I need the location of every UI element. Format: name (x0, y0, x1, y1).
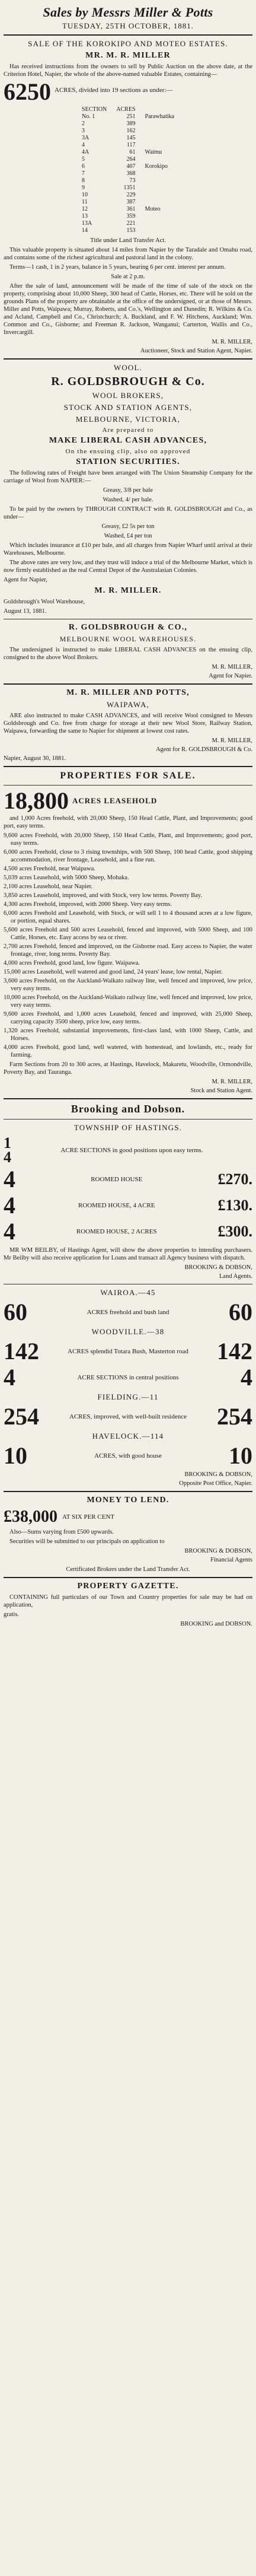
section-acres: 61 (129, 149, 136, 155)
section-number: 7 (82, 170, 85, 177)
properties-list (4, 832, 252, 1059)
ad2-price: £270. (217, 1171, 252, 1188)
brooking-ad3 (4, 1194, 252, 1217)
wool-agent-line: Agent for Napier, (4, 577, 47, 583)
property-listing: 10,000 acres Freehold, on the Auckland-Waikato railway line, well fenced and improved, low price, very easy terms. (4, 994, 252, 1009)
w4-right: 254 (217, 1403, 252, 1430)
ad4-text: ROOMED HOUSE, 2 ACRES (76, 1228, 157, 1235)
wool-agent-date: August 13, 1881. (4, 608, 47, 615)
properties-acres-big: 18,800 (4, 789, 69, 813)
wool-sign-name: M. R. MILLER, (212, 664, 252, 670)
wool-heading: WOOL. (113, 363, 143, 372)
brooking-sign2: BROOKING & DOBSON, (184, 1471, 252, 1478)
section-acres: 1351 (123, 185, 136, 191)
divider (4, 34, 252, 36)
waipawa-place: WAIPAWA, (107, 700, 149, 709)
korokipo-heading: SALE OF THE KOROKIPO AND MOTEO ESTATES. (28, 39, 228, 48)
section-acres: 368 (126, 170, 136, 177)
col-section-header: SECTION (82, 106, 107, 113)
wool-rate5: Washed, £4 per ton (104, 533, 152, 539)
waipawa-firm: M. R. MILLER AND POTTS, (66, 688, 190, 697)
section-acres: 117 (126, 142, 136, 148)
brooking-ad4 (4, 1220, 252, 1243)
wool-line1: WOOL BROKERS, (92, 391, 164, 400)
w1-text: ACRES freehold and bush land (87, 1309, 169, 1316)
section-row (77, 135, 179, 142)
section-row (77, 156, 179, 163)
waipawa-sign-date: Napier, August 30, 1881. (4, 755, 66, 762)
w1-right: 60 (229, 1299, 252, 1325)
section-number: 4 (82, 142, 85, 148)
divider (4, 766, 252, 767)
money-body: Also—Sums varying from £500 upwards. (9, 1529, 114, 1535)
section-row (77, 206, 179, 213)
brooking-sign1: BROOKING & DOBSON, (184, 1264, 252, 1271)
property-listing: 15,000 acres Leasehold, well watered and good land, 24 years' lease, low rental, Napier. (4, 969, 223, 975)
wool-firm2-sub: MELBOURNE WOOL WAREHOUSES. (59, 635, 197, 643)
section-acres: 251 (126, 113, 136, 120)
section-row (77, 199, 179, 206)
section-acres: 229 (126, 192, 136, 198)
divider (4, 683, 252, 685)
property-listing: 4,000 acres Freehold, good land, low figure. Waipawa. (4, 960, 140, 966)
w3-num: 4 (4, 1364, 15, 1391)
gazette-body2: gratis. (4, 1611, 19, 1618)
properties-acres-label: ACRES LEASEHOLD (72, 796, 158, 805)
korokipo-terms: Terms—1 cash, 1 in 2 years, balance in 5 years, bearing 6 per cent. interest per annum. (9, 264, 226, 271)
property-listing: 3,600 acres Freehold, on the Auckland-Waikato railway line, well fenced and improved, low price, very easy terms. (4, 978, 252, 992)
ad3-price: £130. (217, 1197, 252, 1214)
section-number: 13A (82, 220, 92, 227)
property-listing: 5,039 acres Leasehold, with 5000 Sheep, Mohaka. (4, 874, 129, 881)
wool-rates-note: The above rates are very low, and they trust will induce a trial of the Melbourne Market, which is now firmly established as the real Central Depot of the Australasian Colonies. (4, 559, 252, 574)
section-locality (140, 192, 179, 199)
section-number: 6 (82, 163, 85, 170)
section-row (77, 113, 179, 120)
section-locality (140, 128, 179, 135)
section-locality (140, 142, 179, 149)
korokipo-total (4, 80, 252, 104)
wool-line5: MAKE LIBERAL CASH ADVANCES, (49, 436, 207, 445)
money-amount-text: AT SIX PER CENT (62, 1513, 115, 1521)
brooking-ad1 (4, 1136, 252, 1165)
property-listing: 9,600 acres Freehold, with 20,000 Sheep, 150 Head Cattle, Plant, and Improvements; good port, easy terms. (4, 832, 252, 847)
wool-rate6: Which includes insurance at £10 per bale, and all charges from Napier Wharf until arrival at their Warehouses, Melbourne. (4, 542, 252, 556)
section-number: 11 (82, 199, 88, 205)
section-locality (140, 156, 179, 163)
property-listing: 5,600 acres Freehold and 500 acres Leasehold, fenced and improved, with 5000 Sheep, and 100 Cattle, Horses, etc. Easy access by sea or river. (4, 927, 252, 941)
money-amount: £38,000 (4, 1508, 57, 1526)
wool-undersigned: The undersigned is instructed to make LIBERAL CASH ADVANCES on the ensuing clip, consigned to the above Wool Brokers. (4, 647, 252, 661)
wool-rate3: To be paid by the owners by THROUGH CONTRACT with R. GOLDSBROUGH and Co., as under— (4, 506, 252, 520)
section-row (77, 227, 179, 234)
korokipo-after-sale: After the sale of land, announcement will be made of the time of sale of the stock on the property, comprising about 10,000 Sheep, 300 head of Cattle, Horses, etc. There will be sold on the grounds Plans of the property are obtainable at the office of the undersigned, or at those of Messrs. Miller and Potts, Waipawa; Murray, Roberts, and Co.'s, Wellington and Dunedin; R. Wilkins & Co. and Acland, Campbell and Co., Christchurch; A. Buckland, and F. W. Hitchens, Auckland; Wm. Common and Co., Gisborne; and Freeman R. Jackson, Wanganui; Carterton, Wallis and Co., Invercargill. (4, 283, 252, 336)
properties-sign-title: Stock and Station Agent. (190, 1087, 252, 1094)
section-row (77, 213, 179, 220)
korokipo-sign-name: M. R. MILLER, (212, 339, 252, 345)
section-number: 3 (82, 128, 85, 134)
brooking-note: MR WM BEILBY, of Hastings Agent, will show the above properties to intending purchasers. Mr Beilby will also receive application for Loans and transact all Agency business with dispatch. (4, 1247, 252, 1261)
section-number: 12 (82, 206, 88, 212)
col-acres-header: ACRES (116, 106, 136, 113)
korokipo-auctioneer: MR. M. R. MILLER (85, 51, 171, 60)
w3-right: 4 (241, 1364, 252, 1391)
section-row (77, 177, 179, 185)
wool-rate1: Greasy, 3/8 per bale (103, 487, 153, 494)
section-number: 13 (82, 213, 88, 220)
money-sign-title: Financial Agents (210, 1557, 252, 1563)
woodville-row2 (4, 1366, 252, 1389)
wool-ad (4, 363, 252, 680)
section-locality (140, 177, 179, 185)
wool-firm2: R. GOLDSBROUGH & CO., (68, 623, 188, 632)
section-row (77, 149, 179, 156)
korokipo-total-text: ACRES, divided into 19 sections as under:— (55, 87, 173, 94)
property-listing: 6,000 acres Freehold, close to 3 rising townships, with 500 Sheep, 100 head Cattle, good shipping accommodation, river frontage, Leasehold, and a fine run. (4, 849, 252, 863)
ad3-text: ROOMED HOUSE, 4 ACRE (78, 1202, 155, 1209)
ad4-num: 4 (4, 1218, 15, 1245)
gazette-sign: BROOKING and DOBSON. (180, 1621, 252, 1627)
section-acres: 153 (126, 227, 136, 234)
dateline: TUESDAY, 25TH OCTOBER, 1881. (62, 21, 194, 30)
section-locality: Korokipo (145, 163, 168, 170)
ad4-price: £300. (217, 1223, 252, 1240)
property-listing: 6,000 acres Freehold and Leasehold, with Stock, or will sell 1 to 4 thousand acres at a low figure, or portion, equal shares. (4, 910, 252, 924)
w4-text: ACRES, improved, with well-built residence (69, 1413, 187, 1420)
divider (4, 358, 252, 360)
properties-sign-name: M. R. MILLER, (212, 1079, 252, 1085)
w2-num: 142 (4, 1338, 39, 1365)
section-acres: 145 (126, 135, 136, 141)
gazette-ad (4, 1582, 252, 1628)
ad1-num: 1 4 (4, 1134, 11, 1166)
wool-agent-name: M. R. MILLER. (94, 586, 162, 595)
section-number: 3A (82, 135, 89, 141)
wool-line2: STOCK AND STATION AGENTS, (63, 403, 193, 412)
section-number: 4A (82, 149, 89, 155)
section-locality (140, 199, 179, 206)
money-note: Certificated Brokers under the Land Transfer Act. (66, 1566, 190, 1573)
property-listing: 2,100 acres Leasehold, near Napier. (4, 883, 93, 890)
section-number: 14 (82, 227, 88, 234)
korokipo-title-note: Title under Land Transfer Act. (90, 237, 166, 244)
section-locality (140, 135, 179, 142)
fielding-heading: FIELDING.—11 (97, 1392, 159, 1401)
section-locality: Parawhatika (145, 113, 174, 120)
waipawa-sign-title: Agent for R. GOLDSBROUGH & Co. (155, 746, 252, 753)
section-row (77, 185, 179, 192)
property-listing: 4,300 acres Freehold, improved, with 2000 Sheep. Very easy terms. (4, 901, 172, 908)
korokipo-sale-time: Sale at 2 p.m. (111, 273, 145, 280)
korokipo-sections-table (77, 106, 179, 234)
section-acres: 389 (126, 120, 136, 127)
section-locality (140, 185, 179, 192)
gazette-heading: PROPERTY GAZETTE. (77, 1582, 179, 1591)
properties-farm: Farm Sections from 20 to 300 acres, at Hastings, Havelock, Makaretu, Woodville, Ormondville, Poverty Bay, and Tauranga. (4, 1061, 252, 1076)
section-number: 5 (82, 156, 85, 163)
section-row (77, 128, 179, 135)
ad2-num: 4 (4, 1166, 15, 1192)
money-amount-row (4, 1508, 252, 1526)
waipawa-body: ARE also instructed to make CASH ADVANCES, and will receive Wool consigned to Messrs Goldsbrough and Co. free from charge for storage at their new Wool Store, Railway Station, Waipawa, forwarding the same to Napier for shipment at lowest cost rates. (4, 713, 252, 734)
section-row (77, 170, 179, 177)
brooking-sign2-title: Opposite Post Office, Napier. (179, 1480, 252, 1487)
section-locality: Waimu (145, 149, 162, 155)
section-number: 10 (82, 192, 88, 198)
wool-agent-addr: Goldsbrough's Wool Warehouse, (4, 599, 85, 605)
ad3-num: 4 (4, 1192, 15, 1219)
fielding-row (4, 1405, 252, 1428)
woodville-row1 (4, 1340, 252, 1363)
brooking-ad2 (4, 1168, 252, 1191)
section-row (77, 142, 179, 149)
w5-num: 10 (4, 1442, 27, 1469)
divider (4, 1119, 252, 1120)
section-number: 2 (82, 120, 85, 127)
section-acres: 387 (126, 199, 136, 205)
section-locality (140, 120, 179, 128)
korokipo-intro: Has received instructions from the owners to sell by Public Auction on the above date, at the Criterion Hotel, Napier, the whole of the above-named valuable Estates, containing— (4, 63, 252, 78)
masthead-title: Sales by Messrs Miller & Potts (43, 5, 213, 20)
w4-num: 254 (4, 1403, 39, 1430)
ad1-text: ACRE SECTIONS in good positions upon easy terms. (60, 1147, 203, 1154)
property-listing: 1,320 acres Freehold, substantial improvements, first-class land, with 1000 Sheep, Cattle, and Horses. (4, 1028, 252, 1042)
wool-sign-title: Agent for Napier. (209, 673, 252, 679)
w1-num: 60 (4, 1299, 27, 1325)
korokipo-ad (4, 39, 252, 355)
wool-rate4: Greasy, £2 5s per ton (101, 523, 155, 530)
section-number: 9 (82, 185, 85, 191)
wool-firm: R. GOLDSBROUGH & Co. (51, 375, 205, 388)
section-acres: 361 (126, 206, 136, 212)
section-acres: 264 (126, 156, 136, 163)
wairoa-heading: WAIROA.—45 (100, 1288, 156, 1297)
w2-right: 142 (217, 1338, 252, 1365)
brooking-firm: Brooking and Dobson. (71, 1103, 185, 1115)
wairoa-row (4, 1301, 252, 1324)
section-acres: 162 (126, 128, 136, 134)
section-acres: 221 (126, 220, 136, 227)
divider (4, 1491, 252, 1492)
section-number: 8 (82, 177, 85, 184)
waipawa-ad (4, 688, 252, 762)
section-row (77, 220, 179, 227)
property-listing: 4,500 acres Freehold, near Waipawa. (4, 866, 95, 872)
w5-right: 10 (229, 1442, 252, 1469)
section-number: No. 1 (82, 113, 95, 120)
woodville-heading: WOODVILLE.—38 (91, 1327, 165, 1336)
divider (4, 1098, 252, 1099)
money-sign: BROOKING & DOBSON, (184, 1548, 252, 1554)
brooking-township: TOWNSHIP OF HASTINGS. (73, 1123, 183, 1132)
section-acres: 407 (126, 163, 136, 170)
havelock-row (4, 1442, 252, 1469)
property-listing: 9,600 acres Freehold, and 1,000 acres Leasehold, fenced and improved, with 25,000 Sheep, carrying capacity 3500 sheep, price low, easy terms. (4, 1011, 252, 1025)
properties-heading: PROPERTIES FOR SALE. (60, 771, 196, 781)
divider (4, 1577, 252, 1578)
wool-freight: The following rates of Freight have been arranged with The Union Steamship Company for the carriage of Wool from NAPIER:— (4, 470, 252, 484)
w5-text: ACRES, with good house (94, 1452, 162, 1459)
money-ad (4, 1496, 252, 1573)
money-heading: MONEY TO LEND. (87, 1496, 169, 1505)
property-listing: 2,700 acres Freehold, fenced and improved, on the Gisborne road. Easy access to Napier, the water frontage, river, long terms. Poverty Bay. (4, 943, 252, 958)
money-body2: Securities will be submitted to our principals on application to (9, 1538, 165, 1545)
ad2-text: ROOMED HOUSE (91, 1176, 143, 1183)
korokipo-description: This valuable property is situated about 14 miles from Napier by the Taradale and Omahu road, and contains some of the richest agricultural and pastoral land in the colony. (4, 247, 252, 261)
section-locality (140, 170, 179, 177)
property-listing: 4,000 acres Freehold, good land, well watered, with homestead, and lowlands, etc., ready for farming. (4, 1044, 252, 1058)
havelock-heading: HAVELOCK.—114 (92, 1432, 164, 1440)
korokipo-sign-title: Auctioneer, Stock and Station Agent, Napier. (140, 348, 252, 354)
wool-line6: On the ensuing clip, also on approved (65, 448, 191, 455)
property-listing: 3,850 acres Leasehold, improved, and with Stock, very low terms. Poverty Bay. (4, 892, 202, 899)
properties-acres-desc: and 1,000 Acres freehold, with 20,000 Sheep, 150 Head Cattle, Plant, and Improvements; good port, easy terms. (4, 815, 252, 829)
section-locality (140, 213, 179, 220)
waipawa-sign-name: M. R. MILLER, (212, 737, 252, 744)
wool-rate2: Washed, 4/ per bale. (103, 497, 153, 503)
section-locality: Moteo (145, 206, 161, 212)
properties-lead (4, 789, 252, 813)
properties-ad (4, 771, 252, 1095)
brooking-sign1-title: Land Agents. (219, 1273, 252, 1280)
w3-text: ACRE SECTIONS in central positions (77, 1374, 179, 1381)
wool-line7: STATION SECURITIES. (76, 457, 180, 466)
section-row (77, 120, 179, 128)
section-acres: 359 (126, 213, 136, 220)
w2-text: ACRES splendid Totara Bush, Masterton road (68, 1348, 188, 1355)
wool-line4: Are prepared to (102, 427, 154, 434)
newspaper-page (4, 0, 252, 1628)
section-locality (140, 227, 179, 234)
section-acres: 73 (129, 177, 136, 184)
section-row (77, 163, 179, 170)
gazette-body: CONTAINING full particulars of our Town and Country properties for sale may be had on application, (4, 1594, 252, 1608)
korokipo-total-acres: 6250 (4, 80, 51, 104)
section-row (77, 192, 179, 199)
brooking-ad (4, 1103, 252, 1487)
wool-line3: MELBOURNE, VICTORIA, (75, 415, 181, 424)
section-locality (140, 220, 179, 227)
